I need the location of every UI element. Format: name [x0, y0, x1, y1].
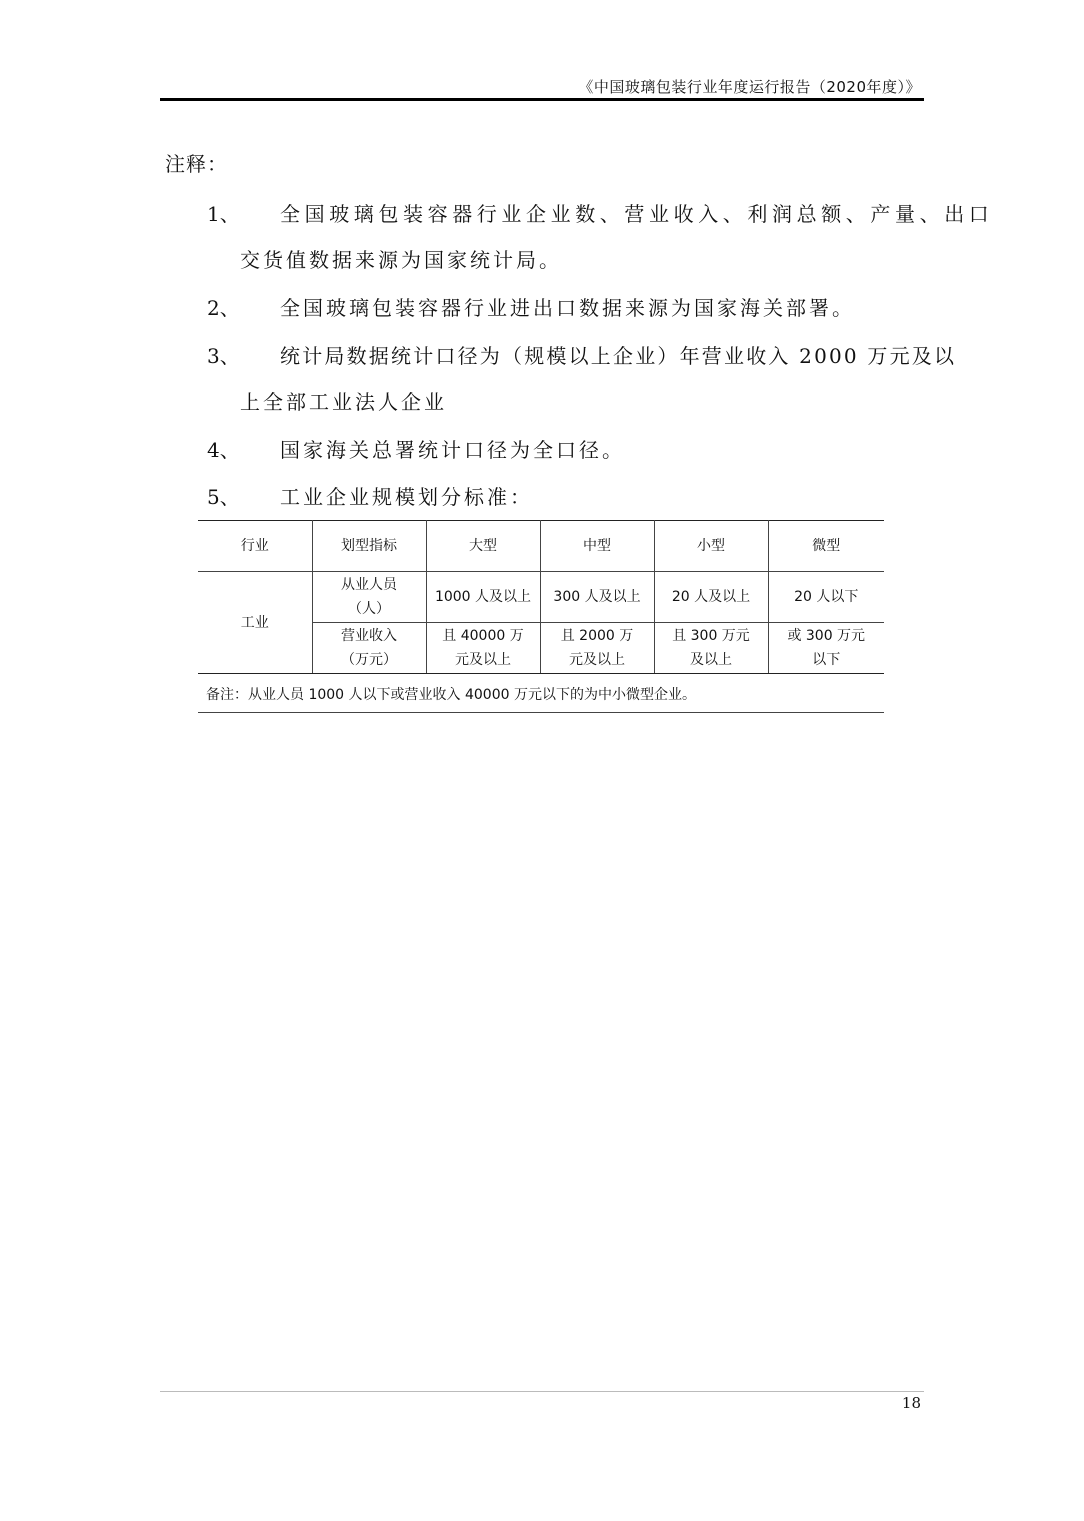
table-cell: 20 人以下	[768, 572, 884, 623]
table-header: 划型指标	[312, 521, 426, 572]
note-text-1-cont: 交货值数据来源为国家统计局。	[240, 248, 562, 272]
note-number-3: 3、	[207, 344, 240, 368]
note-text-1: 全国玻璃包装容器行业企业数、营业收入、利润总额、产量、出口	[280, 202, 994, 226]
table-cell: 且 2000 万元及以上	[540, 623, 654, 674]
note-text-3: 统计局数据统计口径为（规模以上企业）年营业收入 2000 万元及以	[280, 344, 957, 368]
table-header: 中型	[540, 521, 654, 572]
report-header-title: 《中国玻璃包装行业年度运行报告（2020年度）》	[578, 78, 921, 96]
table-cell: 20 人及以上	[654, 572, 768, 623]
table-cell: 且 40000 万元及以上	[426, 623, 540, 674]
industry-cell: 工业	[198, 572, 312, 674]
notes-title: 注释：	[165, 152, 228, 176]
table-remark: 备注：从业人员 1000 人以下或营业收入 40000 万元以下的为中小微型企业。	[198, 677, 884, 713]
note-number-2: 2、	[207, 296, 240, 320]
table-cell: 300 人及以上	[540, 572, 654, 623]
footer-rule	[160, 1391, 924, 1392]
table-header: 微型	[768, 521, 884, 572]
note-text-4: 国家海关总署统计口径为全口径。	[280, 438, 625, 462]
indicator-cell: 营业收入（万元）	[312, 623, 426, 674]
note-text-3-cont: 上全部工业法人企业	[240, 390, 447, 414]
table-row	[198, 572, 884, 623]
table-cell: 且 300 万元及以上	[654, 623, 768, 674]
table-header-row	[198, 521, 884, 572]
indicator-cell: 从业人员（人）	[312, 572, 426, 623]
note-number-5: 5、	[207, 485, 240, 509]
table-header: 小型	[654, 521, 768, 572]
header-rule	[160, 98, 924, 101]
note-number-1: 1、	[207, 202, 240, 226]
table-header: 行业	[198, 521, 312, 572]
note-number-4: 4、	[207, 438, 240, 462]
page-number: 18	[901, 1394, 921, 1412]
note-text-2: 全国玻璃包装容器行业进出口数据来源为国家海关部署。	[280, 296, 855, 320]
note-text-5: 工业企业规模划分标准：	[280, 485, 533, 509]
table-cell: 或 300 万元以下	[768, 623, 884, 674]
table-header: 大型	[426, 521, 540, 572]
table-cell: 1000 人及以上	[426, 572, 540, 623]
enterprise-scale-table	[198, 520, 884, 674]
